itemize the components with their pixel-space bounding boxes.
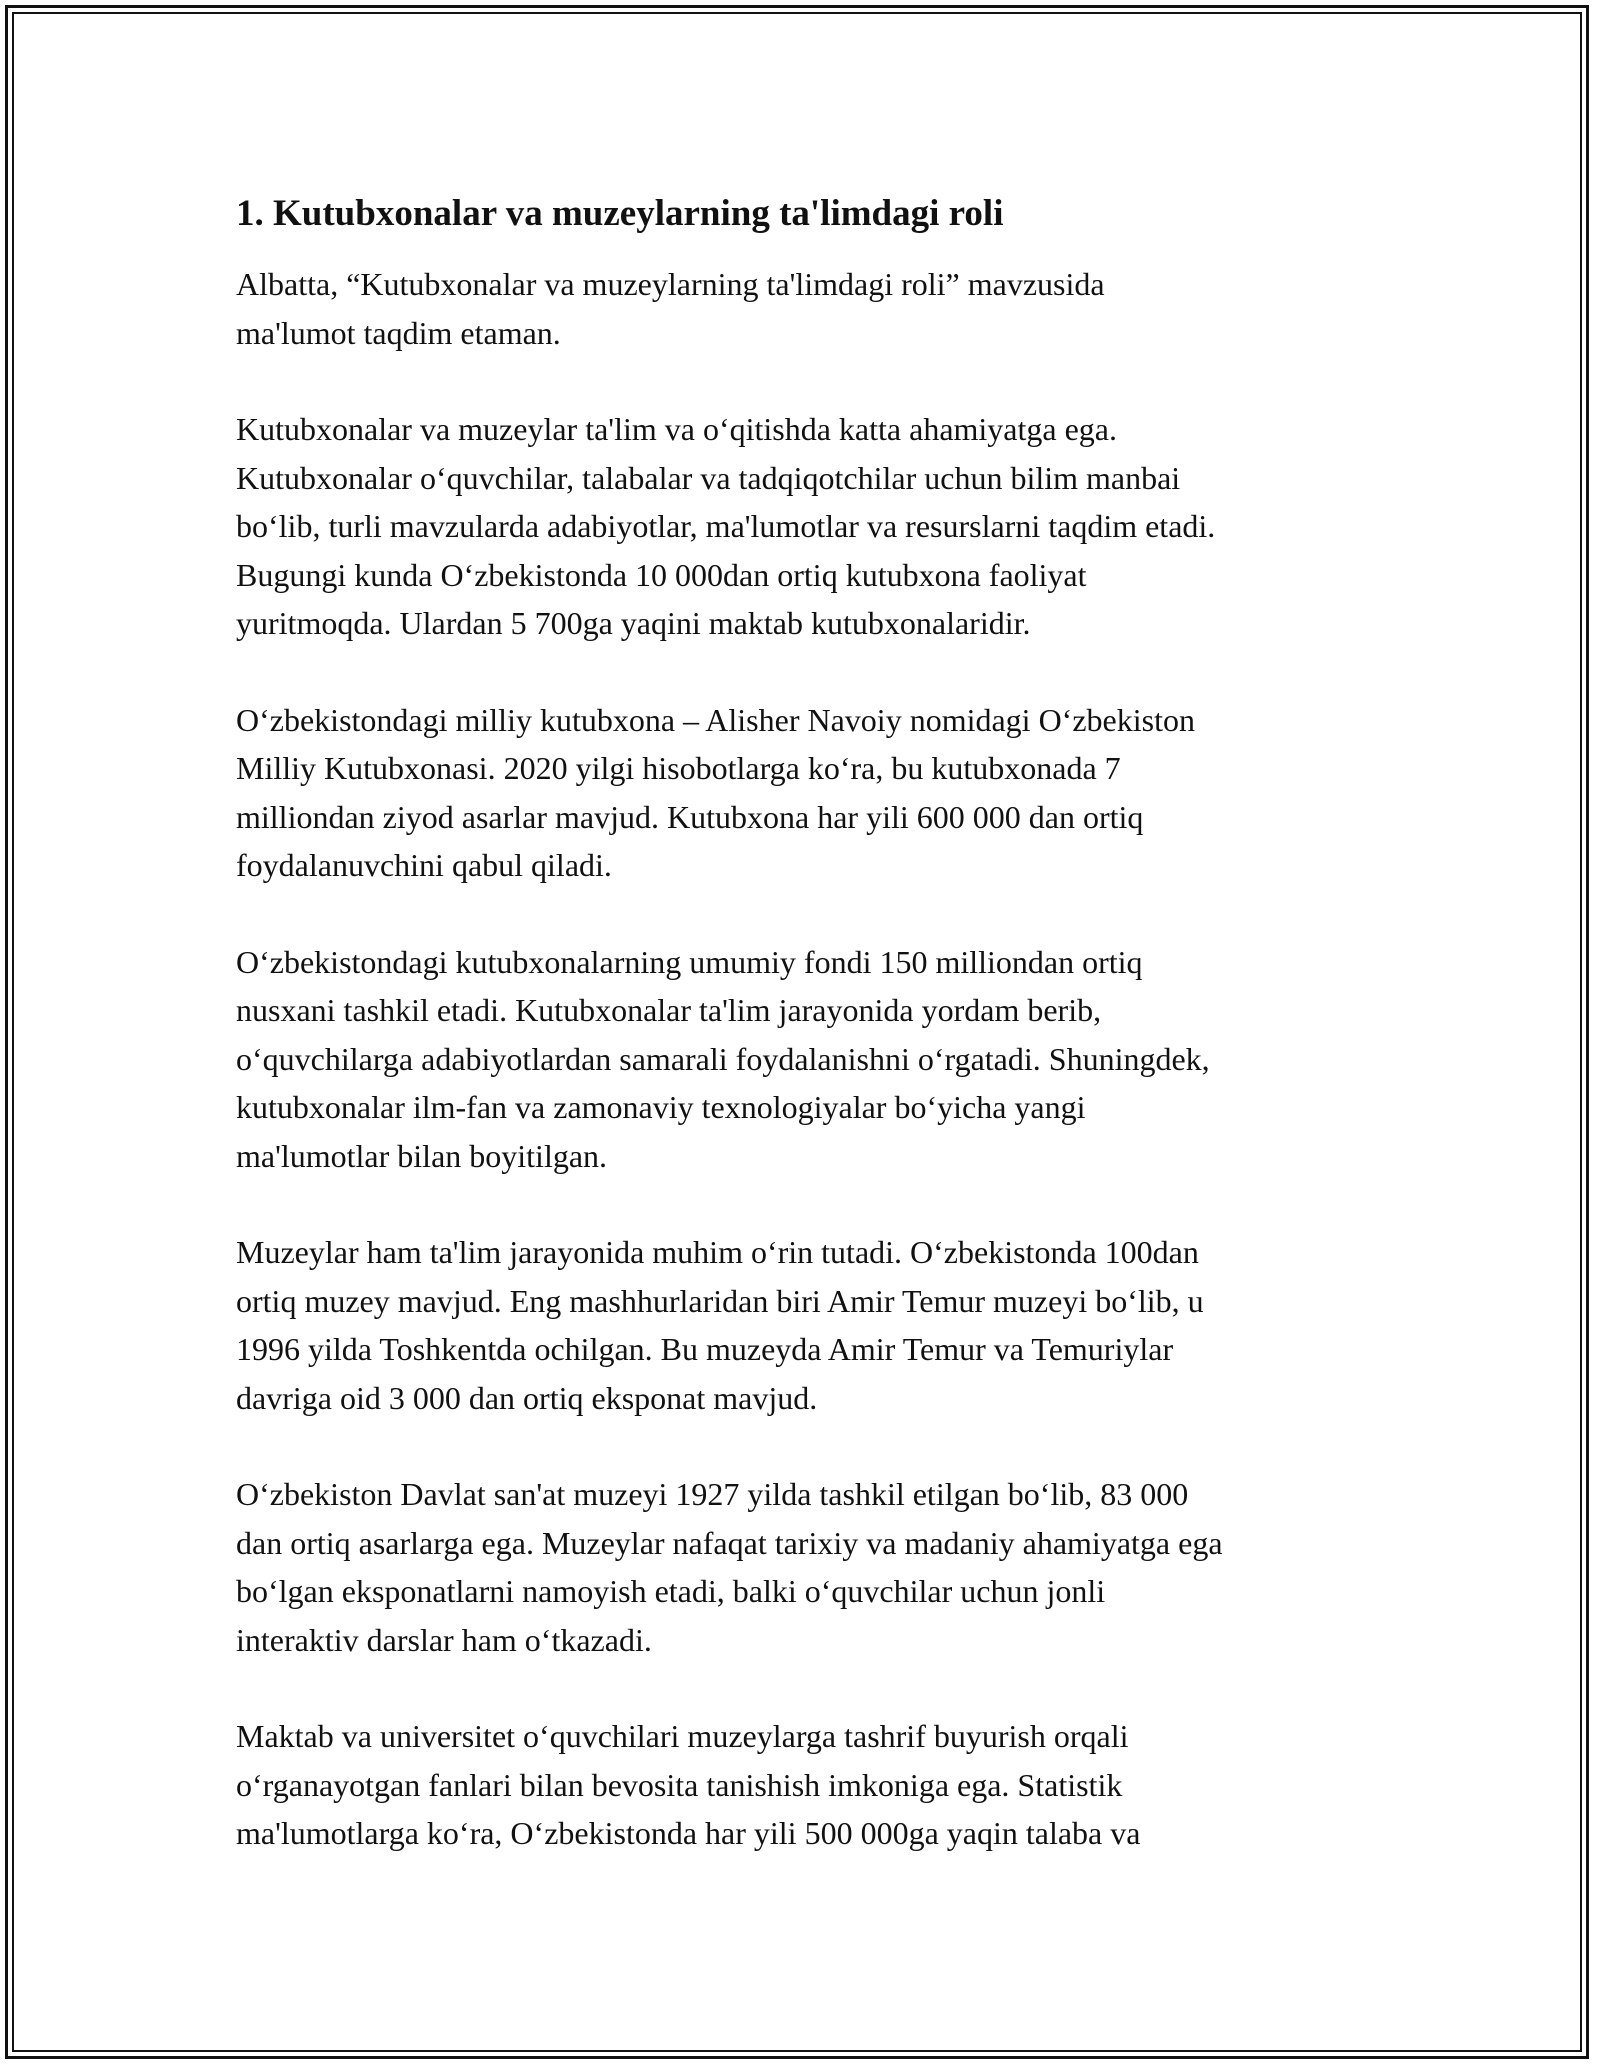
paragraph-library-fund [236, 938, 1386, 1181]
text-line: Kutubxonalar o‘quvchilar, talabalar va tadqiqotchilar uchun bilim manbai [236, 459, 1181, 496]
text-line: foydalanuvchini qabul qiladi. [236, 847, 612, 883]
text-line: ma'lumotlar bilan boyitilgan. [236, 1137, 608, 1174]
text-line: O‘zbekistondagi milliy kutubxona – Alisher Navoiy nomidagi O‘zbekiston [236, 701, 1195, 738]
text-line: davriga oid 3 000 dan ortiq eksponat mavjud. [236, 1379, 818, 1416]
text-line: Albatta, “Kutubxonalar va muzeylarning ta'limdagi roli” mavzusida [236, 266, 1105, 302]
text-line: ma'lumot taqdim etaman. [236, 314, 561, 351]
text-line: Muzeylar ham ta'lim jarayonida muhim o‘rin tutadi. O‘zbekistonda 100dan [236, 1234, 1199, 1270]
text-line: milliondan ziyod asarlar mavjud. Kutubxona har yili 600 000 dan ortiq [236, 798, 1144, 835]
document-body [236, 188, 1386, 1906]
text-line: ma'lumotlarga ko‘ra, O‘zbekistonda har yili 500 000ga yaqin talaba va [236, 1815, 1141, 1851]
paragraph-libraries [236, 405, 1386, 648]
text-line: bo‘lib, turli mavzularda adabiyotlar, ma'lumotlar va resurslarni taqdim etadi. [236, 508, 1216, 544]
paragraph-national-library [236, 696, 1386, 890]
text-line: Maktab va universitet o‘quvchilari muzeylarga tashrif buyurish orqali [236, 1718, 1129, 1754]
text-line: kutubxonalar ilm-fan va zamonaviy texnologiyalar bo‘yicha yangi [236, 1089, 1086, 1125]
text-line: dan ortiq asarlarga ega. Muzeylar nafaqat tarixiy va madaniy ahamiyatga ega [236, 1524, 1223, 1561]
paragraph-students [236, 1712, 1386, 1858]
text-line: nusxani tashkil etadi. Kutubxonalar ta'lim jarayonida yordam berib, [236, 992, 1102, 1028]
text-line: bo‘lgan eksponatlarni namoyish etadi, balki o‘quvchilar uchun jonli [236, 1573, 1106, 1609]
text-line: Kutubxonalar va muzeylar ta'lim va o‘qitishda katta ahamiyatga ega. [236, 411, 1117, 447]
paragraph-intro [236, 260, 1386, 357]
text-line: O‘zbekistondagi kutubxonalarning umumiy fondi 150 milliondan ortiq [236, 943, 1143, 980]
text-line: o‘quvchilarga adabiyotlardan samarali foydalanishni o‘rgatadi. Shuningdek, [236, 1040, 1210, 1077]
text-line: o‘rganayotgan fanlari bilan bevosita tanishish imkoniga ega. Statistik [236, 1766, 1123, 1803]
text-line: O‘zbekiston Davlat san'at muzeyi 1927 yilda tashkil etilgan bo‘lib, 83 000 [236, 1476, 1189, 1512]
text-line: Milliy Kutubxonasi. 2020 yilgi hisobotlarga ko‘ra, bu kutubxonada 7 [236, 750, 1121, 786]
text-line: Bugungi kunda O‘zbekistonda 10 000dan ortiq kutubxona faoliyat [236, 556, 1087, 593]
text-line: ortiq muzey mavjud. Eng mashhurlaridan biri Amir Temur muzeyi bo‘lib, u [236, 1282, 1204, 1319]
paragraph-museums [236, 1228, 1386, 1422]
text-line: yuritmoqda. Ulardan 5 700ga yaqini maktab kutubxonalaridir. [236, 605, 1031, 641]
paragraph-art-museum [236, 1470, 1386, 1664]
document-heading: 1. Kutubxonalar va muzeylarning ta'limdagi roli [236, 193, 1004, 234]
text-line: interaktiv darslar ham o‘tkazadi. [236, 1621, 652, 1658]
text-line: 1996 yilda Toshkentda ochilgan. Bu muzeyda Amir Temur va Temuriylar [236, 1331, 1174, 1367]
